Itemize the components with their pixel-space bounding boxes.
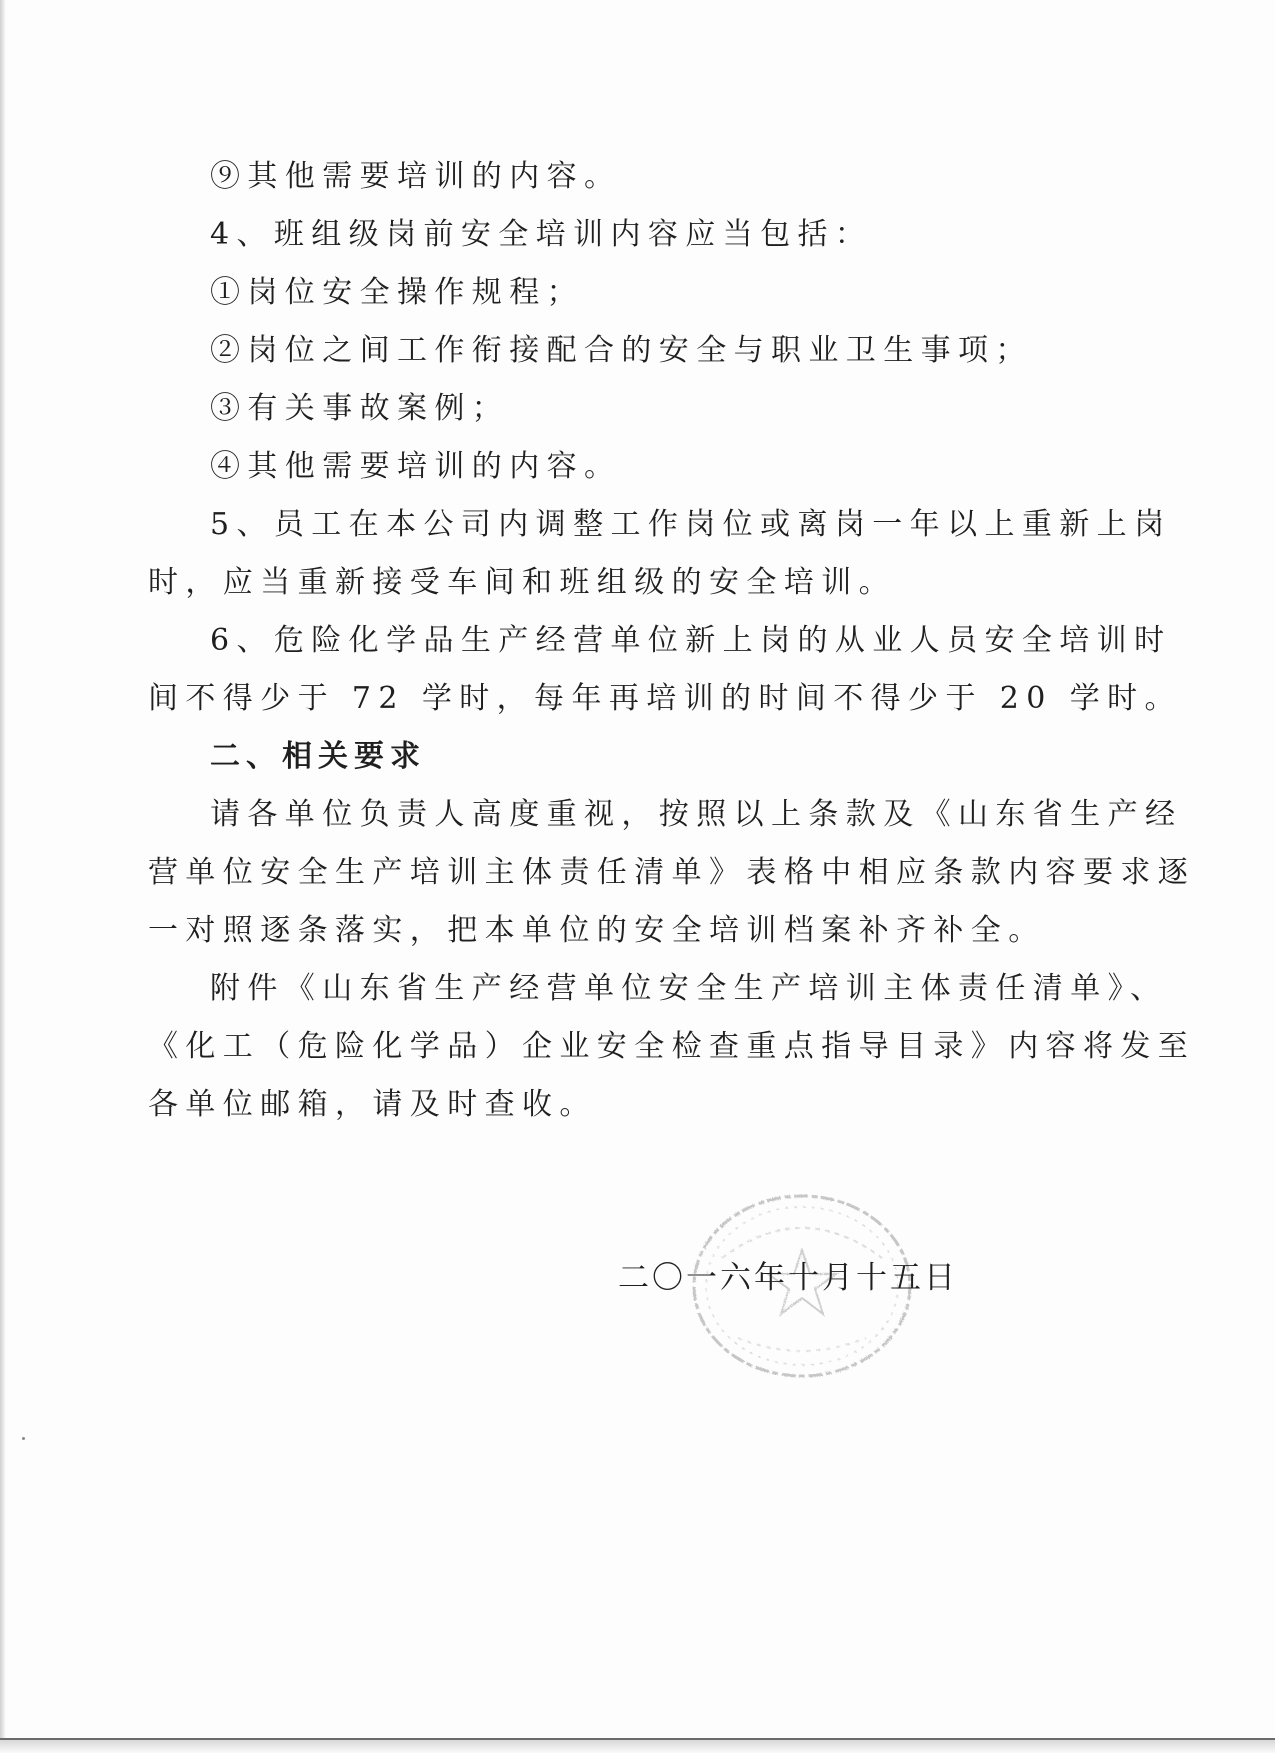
clause-5-line-2: 时，应当重新接受车间和班组级的安全培训。	[148, 565, 896, 600]
item-3-accident-cases: ③有关事故案例；	[210, 391, 510, 426]
attachment-line-1: 附件《山东省生产经营单位安全生产培训主体责任清单》、	[210, 971, 1168, 1006]
attachment-line-2: 《化工（危险化学品）企业安全检查重点指导目录》内容将发至	[148, 1029, 1196, 1064]
clause-4-heading: 4、班组级岗前安全培训内容应当包括：	[210, 217, 873, 252]
clause-5-line-1: 5、员工在本公司内调整工作岗位或离岗一年以上重新上岗	[210, 507, 1172, 542]
requirement-1-line-1: 请各单位负责人高度重视，按照以上条款及《山东省生产经	[210, 797, 1183, 832]
requirement-1-line-3: 一对照逐条落实，把本单位的安全培训档案补齐补全。	[148, 913, 1046, 948]
item-1-operating-rules: ①岗位安全操作规程；	[210, 275, 584, 310]
section-heading: 二、相关要求	[210, 739, 426, 774]
clause-6-line-1: 6、危险化学品生产经营单位新上岗的从业人员安全培训时	[210, 623, 1172, 658]
scan-speck	[22, 1437, 25, 1440]
attachment-line-3: 各单位邮箱，请及时查收。	[148, 1087, 597, 1122]
scan-bottom-shadow	[0, 1740, 1275, 1753]
item-2-job-coordination: ②岗位之间工作衔接配合的安全与职业卫生事项；	[210, 333, 1033, 368]
item-9-other-content: ⑨其他需要培训的内容。	[210, 159, 622, 194]
item-4-other-content: ④其他需要培训的内容。	[210, 449, 622, 484]
scan-left-edge	[0, 0, 6, 1753]
clause-6-line-2: 间不得少于 72 学时，每年再培训的时间不得少于 20 学时。	[148, 681, 1182, 716]
requirement-1-line-2: 营单位安全生产培训主体责任清单》表格中相应条款内容要求逐	[148, 855, 1196, 890]
document-body	[148, 148, 1196, 1134]
document-date: 二〇一六年十月十五日	[618, 1260, 958, 1296]
